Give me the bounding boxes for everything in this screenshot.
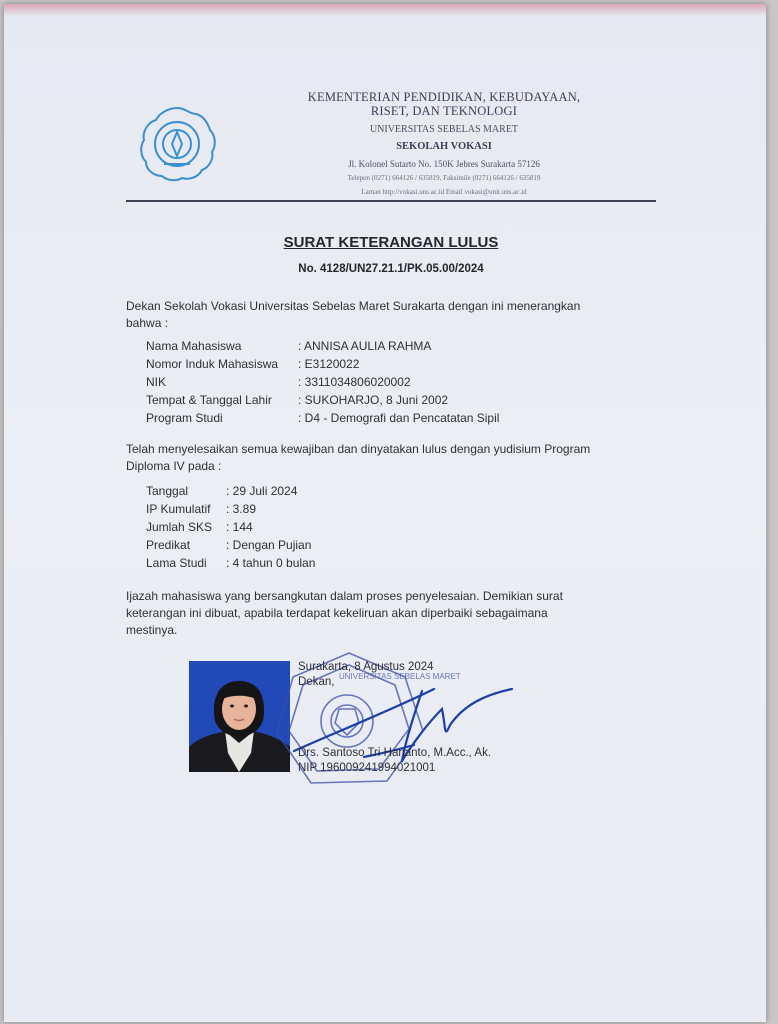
graduation-label: Predikat <box>146 538 191 552</box>
graduation-label: Jumlah SKS <box>146 520 213 534</box>
letterhead-divider <box>126 200 656 202</box>
signature-place-date: Surakarta, 8 Agustus 2024 <box>298 661 434 673</box>
signature-position: Dekan, <box>298 676 335 688</box>
statement-paragraph <box>126 441 661 475</box>
student-value: : E3120022 <box>298 357 360 371</box>
closing-line-3: mestinya. <box>126 623 178 637</box>
graduation-value: : 144 <box>226 520 253 534</box>
student-label: NIK <box>146 375 167 389</box>
intro-line-2: bahwa : <box>126 316 169 330</box>
signatory-name: Drs. Santoso Tri Hananto, M.Acc., Ak. <box>298 747 492 759</box>
graduation-value: : 4 tahun 0 bulan <box>226 556 316 570</box>
university-logo-icon <box>134 104 220 184</box>
intro-paragraph <box>126 298 661 332</box>
graduation-value: : 29 Juli 2024 <box>226 484 298 498</box>
graduation-label: Lama Studi <box>146 556 207 570</box>
student-value: : SUKOHARJO, 8 Juni 2002 <box>298 393 449 407</box>
student-value: : D4 - Demografi dan Pencatatan Sipil <box>298 411 500 425</box>
student-label: Tempat & Tanggal Lahir <box>146 393 272 407</box>
website-email: Laman http://vokasi.uns.ac.id Email vokasi@unit.uns.ac.id <box>361 188 527 196</box>
signatory-nip: NIP 196009241994021001 <box>298 762 436 774</box>
address: Jl. Kolonel Sutarto No. 150K Jebres Surakarta 57126 <box>348 159 540 169</box>
university-name: UNIVERSITAS SEBELAS MARET <box>369 124 519 135</box>
document-paper <box>4 4 766 1022</box>
letterhead <box>274 90 614 199</box>
student-label: Nomor Induk Mahasiswa <box>146 357 279 371</box>
ministry-line-1: KEMENTERIAN PENDIDIKAN, KEBUDAYAAN, <box>307 90 581 104</box>
closing-line-2: keterangan ini dibuat, apabila terdapat kekeliruan akan diperbaiki sebagaimana <box>126 606 548 620</box>
graduation-label: Tanggal <box>146 484 189 498</box>
document-number: No. 4128/UN27.21.1/PK.05.00/2024 <box>298 263 484 275</box>
statement-line-2: Diploma IV pada : <box>126 459 222 473</box>
document-title: SURAT KETERANGAN LULUS <box>283 234 499 251</box>
closing-line-1: Ijazah mahasiswa yang bersangkutan dalam proses penyelesaian. Demikian surat <box>126 589 563 603</box>
graduation-label: IP Kumulatif <box>146 502 211 516</box>
student-label: Nama Mahasiswa <box>146 339 242 353</box>
school-name: SEKOLAH VOKASI <box>396 141 492 152</box>
ministry-line-2: RISET, DAN TEKNOLOGI <box>370 104 518 118</box>
graduation-value: : Dengan Pujian <box>226 538 312 552</box>
student-value: : ANNISA AULIA RAHMA <box>298 339 432 353</box>
student-value: : 3311034806020002 <box>298 375 411 389</box>
closing-paragraph <box>126 588 661 639</box>
student-label: Program Studi <box>146 411 223 425</box>
stamp-text: UNIVERSITAS SEBELAS MARET <box>339 672 461 681</box>
phone-fax: Telepon (0271) 664126 / 635819, Faksimile (0271) 664126 / 635819 <box>347 174 541 182</box>
graduation-value: : 3.89 <box>226 502 257 516</box>
statement-line-1: Telah menyelesaikan semua kewajiban dan dinyatakan lulus dengan yudisium Program <box>126 442 591 456</box>
intro-line-1: Dekan Sekolah Vokasi Universitas Sebelas Maret Surakarta dengan ini menerangkan <box>126 299 581 313</box>
